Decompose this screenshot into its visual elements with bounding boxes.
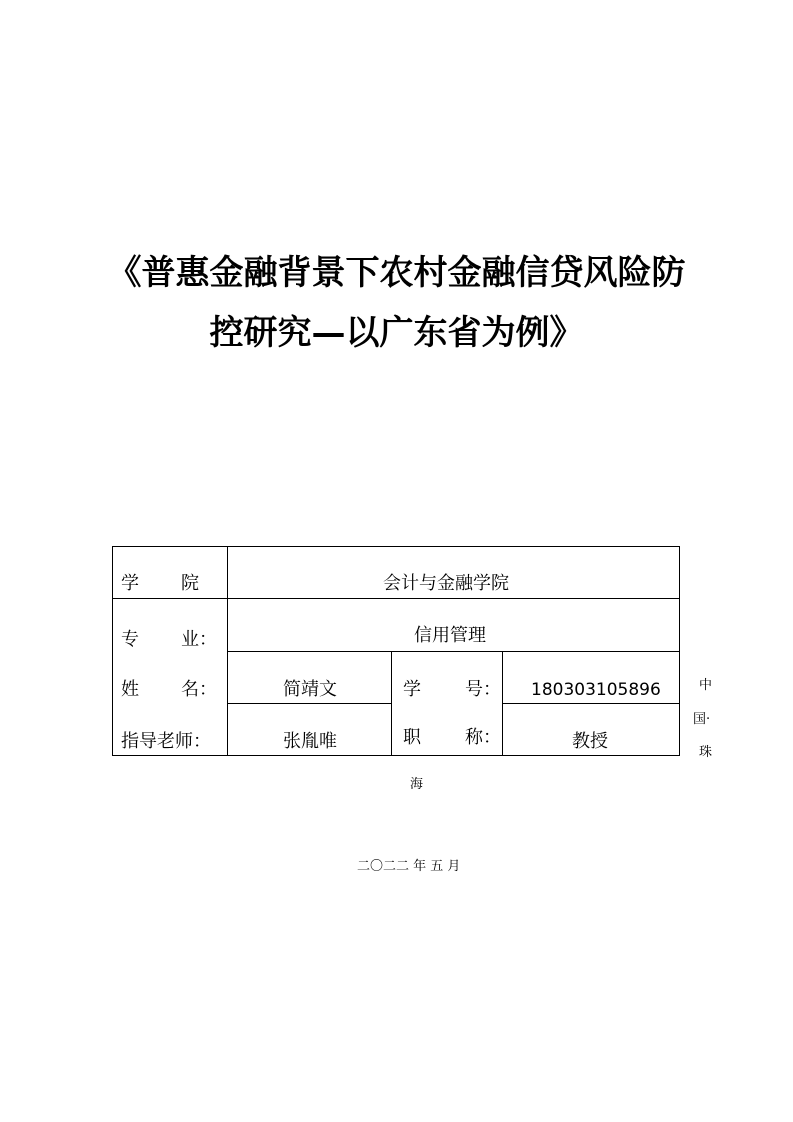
document-date: 二〇二二 年 五 月 xyxy=(357,859,461,874)
advisor-value: 张胤唯 xyxy=(283,731,337,752)
advisor-label: 指导老师： xyxy=(121,731,211,752)
location-char-3: 珠 xyxy=(699,745,713,760)
college-value: 会计与金融学院 xyxy=(383,573,509,594)
name-label: 姓 xyxy=(121,679,139,700)
table-divider xyxy=(227,651,679,652)
document-title-line-1: 《普惠金融背景下农村金融信贷风险防 xyxy=(107,253,686,293)
name-label-suffix: 名： xyxy=(181,679,217,700)
name-value: 简靖文 xyxy=(283,679,337,700)
college-label-suffix: 院 xyxy=(181,573,199,594)
rank-label: 职 xyxy=(403,727,421,748)
location-char-2: 国· xyxy=(693,712,711,727)
table-divider xyxy=(227,703,391,704)
college-label: 学 xyxy=(121,573,139,594)
major-value: 信用管理 xyxy=(414,625,486,646)
student-id-value: 180303105896 xyxy=(531,680,661,700)
rank-value: 教授 xyxy=(572,731,608,752)
document-title-line-2: 控研究—以广东省为例》 xyxy=(209,313,584,353)
table-divider xyxy=(113,598,679,599)
student-id-label-suffix: 号： xyxy=(465,679,501,700)
student-id-label: 学 xyxy=(403,679,421,700)
major-label-suffix: 业： xyxy=(181,629,217,650)
location-char-4: 海 xyxy=(410,777,424,792)
location-char-1: 中 xyxy=(699,678,713,693)
major-label: 专 xyxy=(121,629,139,650)
table-divider xyxy=(502,703,679,704)
rank-label-suffix: 称： xyxy=(465,727,501,748)
table-divider xyxy=(391,651,392,755)
